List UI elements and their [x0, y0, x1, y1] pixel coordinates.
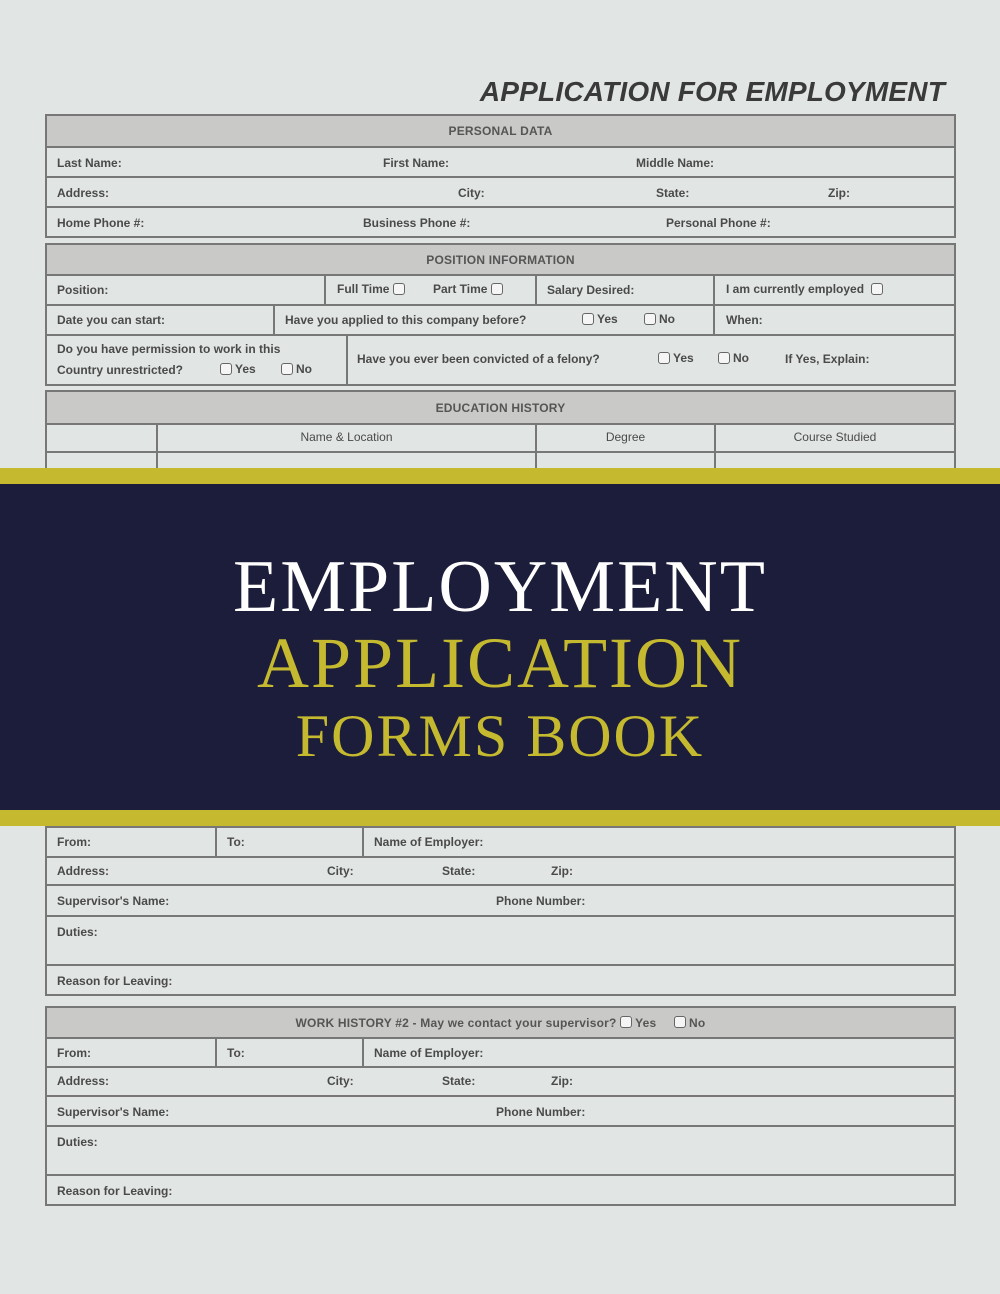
- position-label: Position:: [57, 283, 109, 297]
- work2-from-field[interactable]: [47, 1039, 215, 1066]
- work2-duties-label: Duties:: [57, 1135, 98, 1149]
- currently-employed-checkbox[interactable]: [871, 283, 883, 295]
- work1-employer-field[interactable]: [362, 828, 954, 856]
- banner-line-employment: EMPLOYMENT: [233, 546, 767, 628]
- banner-line-forms-book: FORMS BOOK: [295, 703, 705, 769]
- work1-from-label: From:: [57, 835, 91, 849]
- work2-address-field[interactable]: [47, 1068, 954, 1095]
- work2-to-field[interactable]: [215, 1039, 362, 1066]
- address-row: [47, 176, 954, 206]
- when-label: When:: [726, 313, 763, 327]
- personal-data-header: PERSONAL DATA: [47, 116, 954, 146]
- work1-address-row: [47, 856, 954, 884]
- city-label: City:: [458, 186, 485, 200]
- work1-to-label: To:: [227, 835, 245, 849]
- work2-supervisor-field[interactable]: [47, 1097, 954, 1125]
- work2-contact-no-checkbox[interactable]: [674, 1016, 686, 1028]
- phone-fields[interactable]: [47, 208, 954, 236]
- permission-no-checkbox[interactable]: [281, 363, 293, 375]
- permission-yes-label: Yes: [235, 362, 256, 376]
- work2-phone-label: Phone Number:: [496, 1105, 586, 1119]
- position-information-section: [45, 243, 956, 386]
- applied-no-label: No: [659, 312, 675, 326]
- work1-reason-field[interactable]: [47, 966, 954, 994]
- felony-no-label: No: [733, 351, 749, 365]
- work2-address-label: Address:: [57, 1074, 110, 1088]
- felony-yes-checkbox[interactable]: [658, 352, 670, 364]
- salary-label: Salary Desired:: [547, 283, 635, 297]
- work1-city-label: City:: [327, 864, 354, 878]
- personal-phone-label: Personal Phone #:: [666, 216, 771, 230]
- education-column-degree: Degree: [535, 425, 714, 451]
- education-column-blank: [47, 425, 156, 451]
- applied-before-field: [273, 306, 713, 334]
- work1-zip-label: Zip:: [551, 864, 573, 878]
- position-row: [47, 274, 954, 304]
- education-column-course: Course Studied: [714, 425, 954, 451]
- name-row: [47, 146, 954, 176]
- state-label: State:: [656, 186, 690, 200]
- work2-reason-label: Reason for Leaving:: [57, 1184, 173, 1198]
- first-name-label: First Name:: [383, 156, 450, 170]
- work2-contact-yes-label: Yes: [635, 1015, 657, 1030]
- felony-yes-label: Yes: [673, 351, 694, 365]
- applied-yes-label: Yes: [597, 312, 618, 326]
- work1-address-field[interactable]: [47, 858, 954, 884]
- currently-employed-field: [713, 276, 954, 304]
- personal-data-section: [45, 114, 956, 238]
- last-name-label: Last Name:: [57, 156, 122, 170]
- education-columns-row: [47, 423, 954, 451]
- start-date-row: [47, 304, 954, 334]
- permission-yes-checkbox[interactable]: [220, 363, 232, 375]
- work1-phone-label: Phone Number:: [496, 894, 586, 908]
- work2-to-label: To:: [227, 1046, 245, 1060]
- middle-name-label: Middle Name:: [636, 156, 715, 170]
- work1-to-field[interactable]: [215, 828, 362, 856]
- work-history-1-section: [45, 818, 956, 996]
- start-date-label: Date you can start:: [57, 313, 166, 327]
- work1-reason-row: [47, 964, 954, 994]
- full-time-label: Full Time: [337, 282, 390, 296]
- work1-employer-label: Name of Employer:: [374, 835, 484, 849]
- permission-no-label: No: [296, 362, 312, 376]
- explain-label: If Yes, Explain:: [785, 352, 870, 366]
- education-column-name-location: Name & Location: [156, 425, 535, 451]
- felony-label: Have you ever been convicted of a felony?: [357, 352, 600, 366]
- work1-address-label: Address:: [57, 864, 110, 878]
- work-history-2-section: [45, 1006, 956, 1206]
- work2-header-label: WORK HISTORY #2 - May we contact your supervisor?: [295, 1015, 617, 1030]
- work2-reason-field[interactable]: [47, 1176, 954, 1204]
- permission-label-line1: Do you have permission to work in this: [57, 342, 281, 356]
- felony-no-checkbox[interactable]: [718, 352, 730, 364]
- work2-duties-row: [47, 1125, 954, 1174]
- work2-contact-no-label: No: [689, 1015, 706, 1030]
- zip-label: Zip:: [828, 186, 850, 200]
- work2-reason-row: [47, 1174, 954, 1204]
- work1-supervisor-label: Supervisor's Name:: [57, 894, 170, 908]
- work2-address-row: [47, 1066, 954, 1095]
- work1-duties-label: Duties:: [57, 925, 98, 939]
- work2-zip-label: Zip:: [551, 1074, 573, 1088]
- work1-state-label: State:: [442, 864, 476, 878]
- permission-row: [47, 334, 954, 384]
- banner-line-application: APPLICATION: [256, 623, 744, 703]
- work1-duties-field[interactable]: [47, 917, 954, 964]
- business-phone-label: Business Phone #:: [363, 216, 471, 230]
- work1-employer-row: [47, 826, 954, 856]
- work2-employer-field[interactable]: [362, 1039, 954, 1066]
- title-banner: [0, 468, 1000, 826]
- work2-duties-field[interactable]: [47, 1127, 954, 1174]
- phone-row: [47, 206, 954, 236]
- work2-from-label: From:: [57, 1046, 91, 1060]
- work-permission-field: [47, 336, 346, 384]
- employment-type-field: [324, 276, 535, 304]
- permission-label-line2: Country unrestricted?: [57, 363, 184, 377]
- work2-city-label: City:: [327, 1074, 354, 1088]
- work2-supervisor-row: [47, 1095, 954, 1125]
- document-title: APPLICATION FOR EMPLOYMENT: [479, 76, 945, 107]
- part-time-checkbox[interactable]: [491, 283, 503, 295]
- position-field[interactable]: [47, 276, 324, 304]
- work1-supervisor-field[interactable]: [47, 886, 954, 915]
- education-history-header: EDUCATION HISTORY: [47, 392, 954, 423]
- salary-field[interactable]: [535, 276, 713, 304]
- when-field[interactable]: [713, 306, 954, 334]
- work2-employer-label: Name of Employer:: [374, 1046, 484, 1060]
- work1-from-field[interactable]: [47, 828, 215, 856]
- address-label: Address:: [57, 186, 110, 200]
- work2-state-label: State:: [442, 1074, 476, 1088]
- work2-employer-row: [47, 1037, 954, 1066]
- name-fields[interactable]: [47, 148, 954, 176]
- address-fields[interactable]: [47, 178, 954, 206]
- felony-field: [346, 336, 954, 384]
- work1-reason-label: Reason for Leaving:: [57, 974, 173, 988]
- home-phone-label: Home Phone #:: [57, 216, 145, 230]
- applied-yes-checkbox[interactable]: [582, 313, 594, 325]
- position-information-header: POSITION INFORMATION: [47, 245, 954, 274]
- applied-before-label: Have you applied to this company before?: [285, 313, 527, 327]
- start-date-field[interactable]: [47, 306, 273, 334]
- work1-duties-row: [47, 915, 954, 964]
- full-time-checkbox[interactable]: [393, 283, 405, 295]
- applied-no-checkbox[interactable]: [644, 313, 656, 325]
- part-time-label: Part Time: [433, 282, 488, 296]
- work1-supervisor-row: [47, 884, 954, 915]
- work2-contact-yes-checkbox[interactable]: [620, 1016, 632, 1028]
- currently-employed-label: I am currently employed: [726, 282, 865, 296]
- work-history-2-header: [47, 1008, 954, 1037]
- work2-supervisor-label: Supervisor's Name:: [57, 1105, 170, 1119]
- education-history-section: [45, 390, 956, 480]
